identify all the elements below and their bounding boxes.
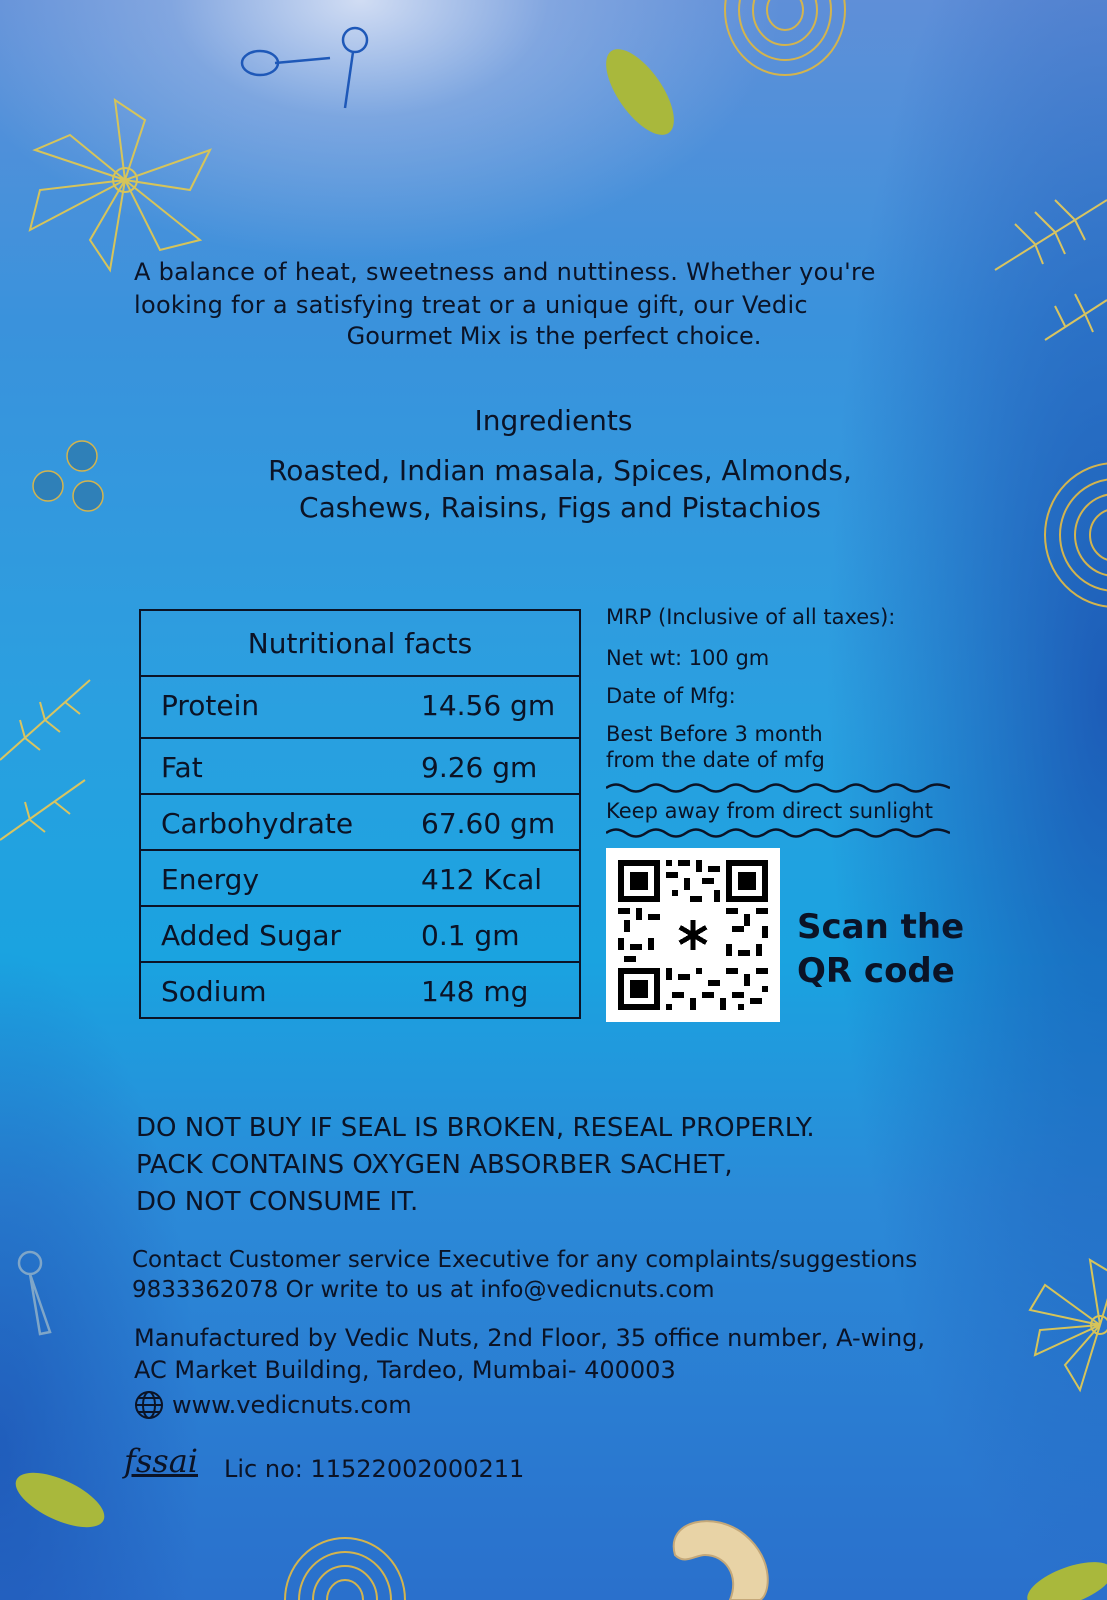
fssai-logo: fssai [124, 1442, 198, 1480]
contact-line-2: 9833362078 Or write to us at info@vedicnuts.com [132, 1277, 715, 1303]
nutrient-value: 67.60 gm [421, 807, 556, 840]
nutrient-name: Added Sugar [161, 919, 342, 952]
table-row [141, 907, 579, 963]
wave-divider [606, 826, 950, 840]
spiral-icon [715, 0, 855, 85]
qr-code[interactable] [606, 848, 780, 1022]
wave-divider [606, 781, 950, 795]
ingredients-title: Ingredients [474, 404, 633, 437]
clove-icon [12, 1248, 62, 1338]
table-row [141, 851, 579, 907]
cashew-icon [655, 1515, 785, 1600]
intro-line-2: looking for a satisfying treat or a unique gift, our Vedic [134, 291, 808, 319]
best-before-line-2: from the date of mfg [606, 748, 825, 772]
nutrient-name: Fat [161, 751, 203, 784]
rosemary-icon [985, 180, 1107, 370]
nutrition-title: Nutritional facts [141, 611, 579, 677]
qr-label-line-1: Scan the [797, 907, 965, 947]
mfg-date-label: Date of Mfg: [606, 684, 736, 708]
ingredients-line-2: Cashews, Raisins, Figs and Pistachios [299, 491, 821, 524]
nutrient-name: Energy [161, 863, 260, 896]
intro-line-1: A balance of heat, sweetness and nuttiness. Whether you're [134, 258, 876, 286]
contact-info [132, 1245, 917, 1305]
table-row [141, 963, 579, 1017]
rosemary-icon [0, 670, 95, 850]
table-row [141, 739, 579, 795]
nutrient-value: 412 Kcal [421, 863, 543, 896]
pepper-icon [30, 438, 110, 518]
clove-icon [235, 18, 385, 118]
nutrient-value: 148 mg [421, 975, 529, 1008]
contact-line-1: Contact Customer service Executive for any complaints/suggestions [132, 1247, 918, 1273]
net-weight: Net wt: 100 gm [606, 646, 770, 670]
ingredients-list [160, 452, 960, 526]
manufacturer-line-1: Manufactured by Vedic Nuts, 2nd Floor, 35 office number, A-wing, [134, 1324, 926, 1352]
website-link[interactable]: www.vedicnuts.com [172, 1391, 412, 1419]
warning-line-2: PACK CONTAINS OXYGEN ABSORBER SACHET, [136, 1150, 733, 1180]
manufacturer-line-2: AC Market Building, Tardeo, Mumbai- 400003 [134, 1356, 676, 1384]
seal-warning [136, 1110, 815, 1221]
raisin-icon [595, 40, 695, 150]
nutrient-value: 9.26 gm [421, 751, 538, 784]
nutrient-name: Protein [161, 689, 260, 722]
spiral-icon [275, 1525, 415, 1600]
qr-label-line-2: QR code [797, 951, 955, 991]
raisin-icon [1010, 1545, 1107, 1600]
intro-line-3: Gourmet Mix is the perfect choice. [346, 322, 762, 350]
mrp-label: MRP (Inclusive of all taxes): [606, 605, 896, 629]
nutrient-name: Carbohydrate [161, 807, 354, 840]
qr-label [797, 905, 964, 993]
warning-line-1: DO NOT BUY IF SEAL IS BROKEN, RESEAL PROPERLY. [136, 1113, 815, 1143]
ingredients-line-1: Roasted, Indian masala, Spices, Almonds, [268, 454, 852, 487]
qr-code-icon [606, 848, 780, 1022]
raisin-icon [10, 1460, 110, 1540]
table-row [141, 795, 579, 851]
nutrition-table [139, 609, 581, 1019]
best-before-line-1: Best Before 3 month [606, 722, 823, 746]
nutrient-name: Sodium [161, 975, 267, 1008]
star-anise-icon [20, 80, 230, 280]
nutrient-value: 14.56 gm [421, 689, 556, 722]
spiral-icon [1035, 455, 1107, 615]
license-number: Lic no: 11522002000211 [224, 1455, 525, 1483]
table-row [141, 677, 579, 739]
manufacturer-address [134, 1322, 925, 1386]
star-anise-icon [1020, 1255, 1107, 1395]
warning-line-3: DO NOT CONSUME IT. [136, 1187, 419, 1217]
website-row [134, 1390, 412, 1420]
globe-icon [134, 1390, 164, 1420]
storage-instruction: Keep away from direct sunlight [606, 799, 933, 823]
nutrient-value: 0.1 gm [421, 919, 520, 952]
